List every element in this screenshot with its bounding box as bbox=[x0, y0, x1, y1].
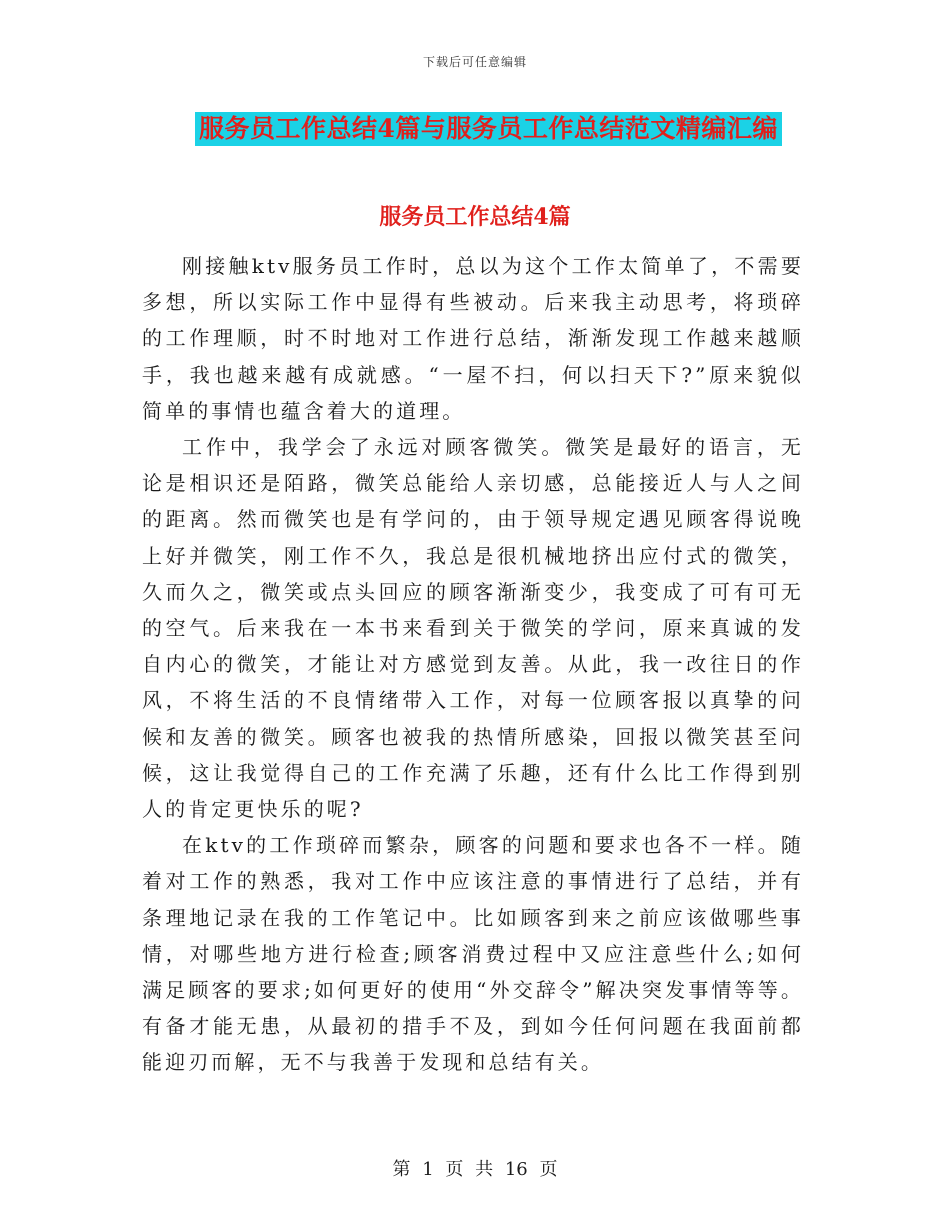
document-title: 服务员工作总结4篇与服务员工作总结范文精编汇编 bbox=[195, 112, 782, 146]
paragraph-1: 刚接触ktv服务员工作时，总以为这个工作太简单了，不需要多想，所以实际工作中显得有些被动。后来我主动思考，将琐碎的工作理顺，时不时地对工作进行总结，渐渐发现工作越来越顺手，我也越来越有成就感。“一屋不扫，何以扫天下?”原来貌似简单的事情也蕴含着大的道理。 bbox=[142, 254, 804, 423]
paragraph-2: 工作中，我学会了永远对顾客微笑。微笑是最好的语言，无论是相识还是陌路，微笑总能给人亲切感，总能接近人与人之间的距离。然而微笑也是有学问的，由于领导规定遇见顾客得说晚上好并微笑，刚工作不久，我总是很机械地挤出应付式的微笑，久而久之，微笑或点头回应的顾客渐渐变少，我变成了可有可无的空气。后来我在一本书来看到关于微笑的学问，原来真诚的发自内心的微笑，才能让对方感觉到友善。从此，我一改往日的作风，不将生活的不良情绪带入工作，对每一位顾客报以真挚的问候和友善的微笑。顾客也被我的热情所感染，回报以微笑甚至问候，这让我觉得自己的工作充满了乐趣，还有什么比工作得到别人的肯定更快乐的呢? bbox=[142, 435, 804, 822]
page-number-footer: 第 1 页 共 16 页 bbox=[392, 1159, 558, 1180]
paragraph-3: 在ktv的工作琐碎而繁杂，顾客的问题和要求也各不一样。随着对工作的熟悉，我对工作中应该注意的事情进行了总结，并有条理地记录在我的工作笔记中。比如顾客到来之前应该做哪些事情，对哪些地方进行检查;顾客消费过程中又应注意些什么;如何满足顾客的要求;如何更好的使用“外交辞令”解决突发事情等等。有备才能无患，从最初的措手不及，到如今任何问题在我面前都能迎刃而解，无不与我善于发现和总结有关。 bbox=[142, 833, 804, 1075]
header-note: 下载后可任意编辑 bbox=[422, 55, 527, 69]
body-text bbox=[142, 248, 804, 1081]
section-title: 服务员工作总结4篇 bbox=[379, 204, 571, 230]
